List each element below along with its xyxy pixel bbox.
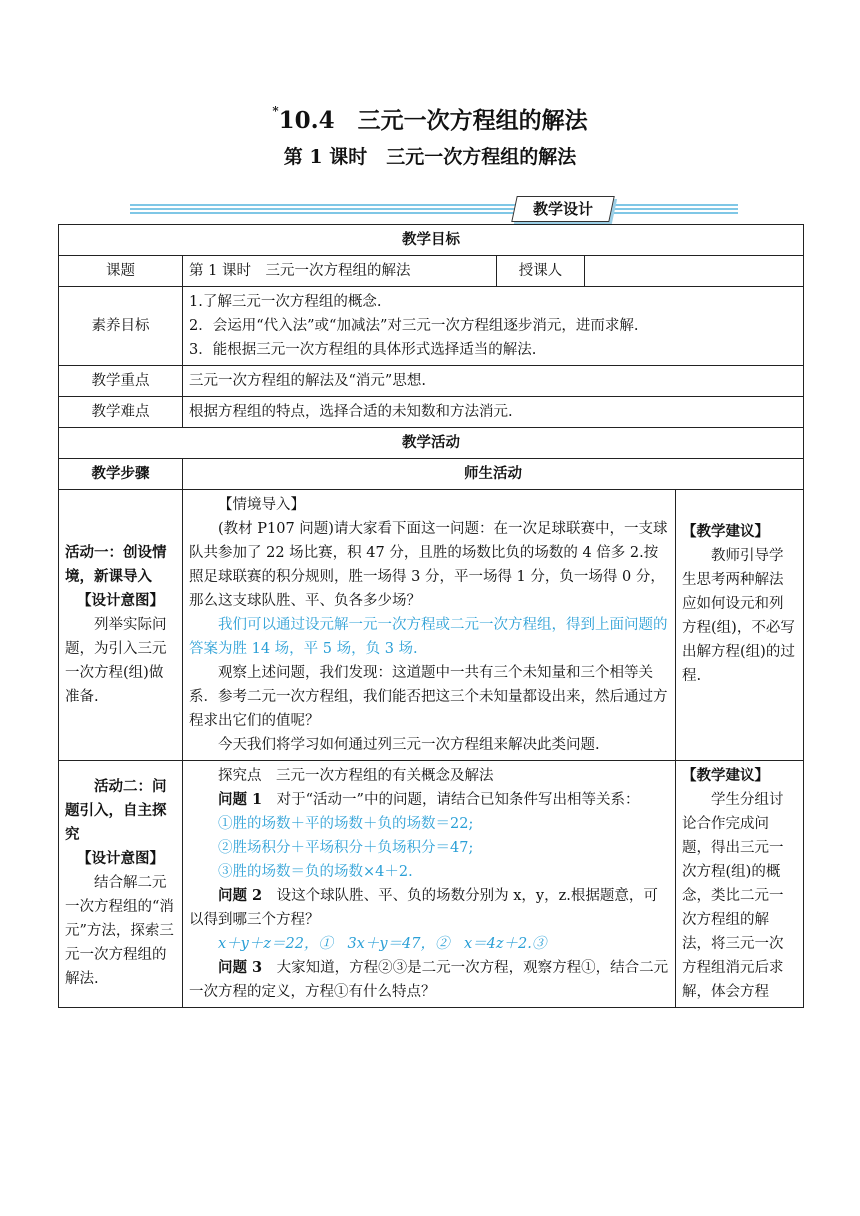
teacher-student-label: 师生活动	[183, 459, 804, 490]
relation-1: ①胜的场数＋平的场数＋负的场数＝22;	[218, 816, 474, 832]
question-2: 问题 2 设这个球队胜、平、负的场数分别为 x，y，z.根据题意，可以得到哪三个方程？	[189, 887, 658, 928]
topic-value: 第 1 课时 三元一次方程组的解法	[183, 256, 497, 287]
banner-line	[130, 212, 738, 214]
activity1-para: (教材 P107 问题)请大家看下面这一问题：在一次足球联赛中，一支球队共参加了 22 场比赛，积 47 分，且胜的场数比负的场数的 4 倍多 2.按照足球联赛的积分规则，胜一场得 3 分，平一场得 1 分，负一场得 0 分，那么这支球队胜、平、负各多少场？	[189, 521, 668, 609]
activity1-heading: 【情境导入】	[218, 497, 305, 513]
section-banner	[130, 196, 738, 224]
equations: x＋y＋z＝22，① 3x＋y＝47，② x＝4z＋2.③	[218, 936, 547, 952]
lesson-subtitle: 第 1 课时 三元一次方程组的解法	[283, 146, 577, 168]
activity1-intent-text: 列举实际问题，为引入三元一次方程(组)做准备.	[65, 617, 167, 705]
goals-section-title: 教学目标	[59, 225, 804, 256]
literacy-goals	[183, 287, 804, 366]
activity1-para: 观察上述问题，我们发现：这道题中一共有三个未知量和三个相等关系．参考二元一次方程组，我们能否把这三个未知量都设出来，然后通过方程求出它们的值呢？	[189, 665, 668, 729]
activity2-step	[59, 761, 183, 1008]
literacy-item: 3．能根据三元一次方程组的具体形式选择适当的解法.	[189, 342, 537, 358]
teacher-value	[585, 256, 804, 287]
banner-line	[130, 204, 738, 206]
activity2-intent-text: 结合解二元一次方程组的“消元”方法，探索三元一次方程组的解法.	[65, 875, 174, 987]
activity2-content	[183, 761, 676, 1008]
question-3: 问题 3 大家知道，方程②③是二元一次方程，观察方程①，结合二元一次方程的定义，方程①有什么特点？	[189, 959, 669, 1000]
key-point-label: 教学重点	[59, 366, 183, 397]
activity1-advice-label: 【教学建议】	[682, 523, 769, 540]
activity1-advice-text: 教师引导学生思考两种解法应如何设元和列方程(组)，不必写出解方程(组)的过程.	[682, 548, 795, 684]
activity1-step	[59, 490, 183, 761]
literacy-item: 2．会运用“代入法”或“加减法”对三元一次方程组逐步消元，进而求解.	[189, 318, 639, 334]
optional-star: *	[272, 104, 279, 119]
activity1-content	[183, 490, 676, 761]
activity2-intent-label: 【设计意图】	[77, 850, 164, 867]
activity1-intent-label: 【设计意图】	[77, 592, 164, 609]
key-point-value: 三元一次方程组的解法及“消元”思想.	[183, 366, 804, 397]
literacy-item: 1.了解三元一次方程组的概念.	[189, 294, 382, 310]
activities-section-title: 教学活动	[59, 428, 804, 459]
activity2-heading: 探究点 三元一次方程组的有关概念及解法	[218, 768, 494, 784]
activity1-answer: 我们可以通过设元解一元一次方程或二元一次方程组，得到上面问题的答案为胜 14 场，平 5 场，负 3 场.	[189, 617, 668, 657]
difficulty-label: 教学难点	[59, 397, 183, 428]
relation-3: ③胜的场数＝负的场数×4＋2.	[218, 864, 413, 880]
topic-label: 课题	[59, 256, 183, 287]
lesson-plan-table	[58, 224, 804, 1008]
activity2-advice	[676, 761, 804, 1008]
question-1: 问题 1 对于“活动一”中的问题，请结合已知条件写出相等关系：	[218, 791, 640, 808]
relation-2: ②胜场积分＋平场积分＋负场积分＝47;	[218, 840, 474, 856]
activity1-para: 今天我们将学习如何通过列三元一次方程组来解决此类问题.	[218, 737, 600, 753]
teacher-label: 授课人	[497, 256, 585, 287]
activity1-name: 活动一：创设情境，新课导入	[65, 544, 167, 585]
activity2-advice-label: 【教学建议】	[682, 767, 769, 784]
banner-label: 教学设计	[511, 196, 615, 222]
banner-line	[130, 208, 738, 210]
difficulty-value: 根据方程组的特点，选择合适的未知数和方法消元.	[183, 397, 804, 428]
literacy-label: 素养目标	[59, 287, 183, 366]
lesson-title	[0, 102, 860, 135]
steps-label: 教学步骤	[59, 459, 183, 490]
activity2-name: 活动二：问题引入，自主探究	[65, 778, 167, 843]
activity2-advice-text: 学生分组讨论合作完成问题，得出三元一次方程(组)的概念，类比二元一次方程组的解法，将三元一次方程组消元后求解，体会方程	[682, 792, 784, 1000]
activity1-advice	[676, 490, 804, 761]
lesson-title-text: 10.4 三元一次方程组的解法	[278, 107, 588, 134]
